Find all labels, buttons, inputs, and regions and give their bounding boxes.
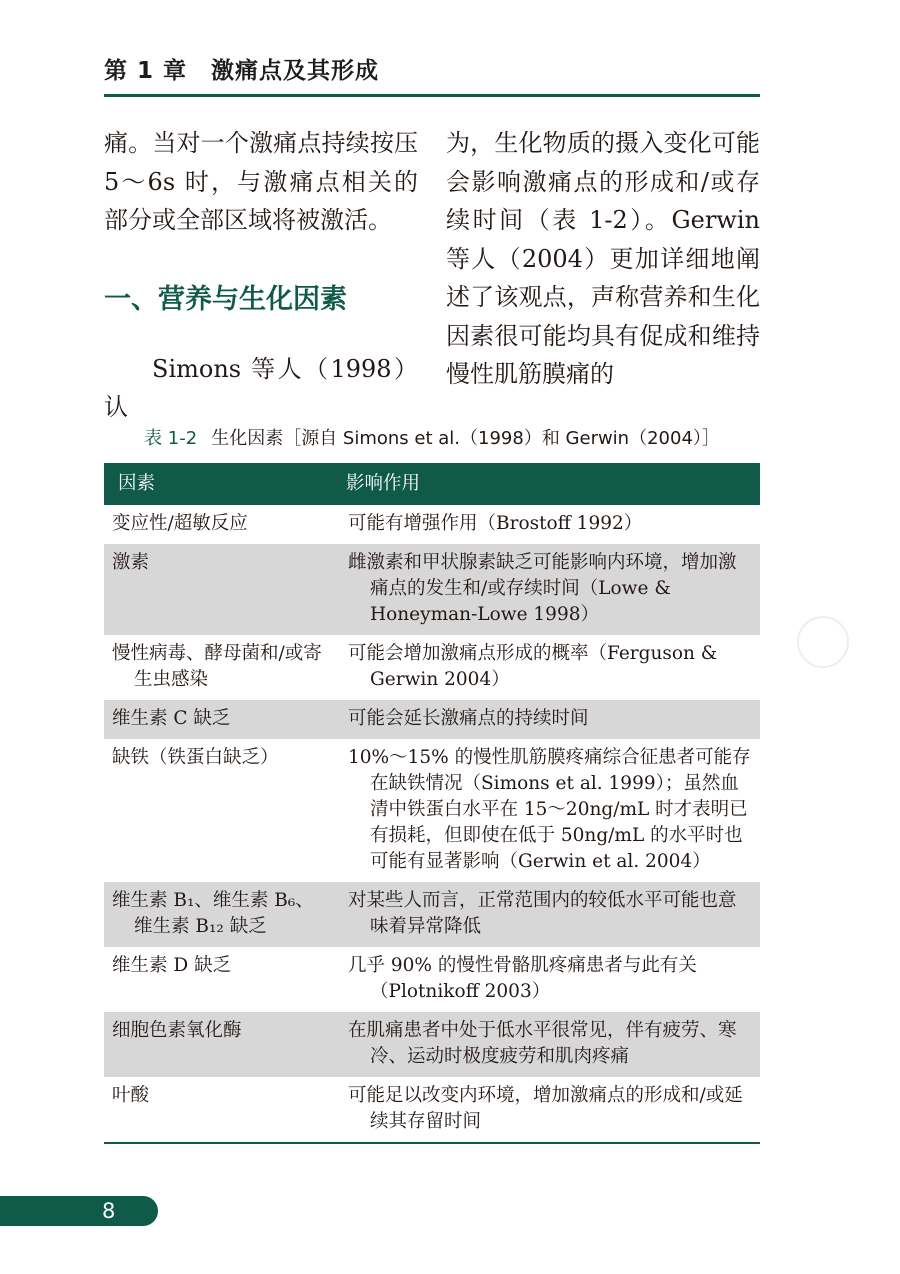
right-paragraph: 为，生化物质的摄入变化可能会影响激痛点的形成和/或存续时间（表 1-2）。Gerwin 等人（2004）更加详细地阐述了该观点，声称营养和生化因素很可能均具有促成和维持慢性肌筋膜痛的 [446,129,760,388]
effect-cell: 雌激素和甲状腺素缺乏可能影响内环境，增加激痛点的发生和/或存续时间（Lowe & Honeyman-Lowe 1998） [348,552,737,625]
effect-cell: 可能会增加激痛点形成的概率（Ferguson & Gerwin 2004） [348,643,718,690]
effect-cell: 可能会延长激痛点的持续时间 [348,708,589,729]
table-row [104,947,760,1012]
effect-cell: 可能有增强作用（Brostoff 1992） [348,513,643,534]
page-number-tab [0,1196,158,1226]
factor-cell: 维生素 B₁、维生素 B₆、维生素 B₁₂ 缺乏 [112,890,314,937]
table-row [104,700,760,739]
table-row [104,1012,760,1077]
effect-cell: 在肌痛患者中处于低水平很常见，伴有疲劳、寒冷、运动时极度疲劳和肌肉疼痛 [348,1020,737,1067]
factor-cell: 维生素 D 缺乏 [112,955,232,976]
chapter-running-head: 第 1 章 激痛点及其形成 [104,58,380,84]
effect-cell: 几乎 90% 的慢性骨骼肌疼痛患者与此有关（Plotnikoff 2003） [348,955,697,1002]
header-effect: 影响作用 [338,463,760,505]
table-row [104,882,760,947]
publisher-watermark-icon [797,616,849,668]
table-row [104,544,760,635]
table-row [104,739,760,882]
left-paragraph-1: 痛。当对一个激痛点持续按压 5～6s 时，与激痛点相关的部分或全部区域将被激活。 [104,129,418,234]
left-column [104,124,418,427]
biochemical-factors-table [104,463,760,1144]
factor-cell: 慢性病毒、酵母菌和/或寄生虫感染 [112,643,322,690]
right-column [446,124,760,394]
factor-cell: 缺铁（铁蛋白缺乏） [112,747,279,768]
left-paragraph-2: Simons 等人（1998）认 [104,354,418,421]
factor-cell: 激素 [112,552,150,573]
factor-cell: 叶酸 [112,1085,150,1106]
table-row [104,635,760,700]
header-factor: 因素 [104,463,338,505]
effect-cell: 10%～15% 的慢性肌筋膜疼痛综合征患者可能存在缺铁情况（Simons et al. 1999）；虽然血清中铁蛋白水平在 15～20ng/mL 时才表明已有损耗，但即使在低于 50ng/mL 的水平时也可能有显著影响（Gerwin et al. 2004） [348,747,751,872]
page-number: 8 [102,1199,116,1223]
table-header-row [104,463,760,505]
header-rule [104,94,760,97]
factor-cell: 维生素 C 缺乏 [112,708,231,729]
table-row [104,505,760,544]
effect-cell: 对某些人而言，正常范围内的较低水平可能也意味着异常降低 [348,890,737,937]
table-caption-number: 表 1-2 [144,428,198,449]
factor-cell: 细胞色素氧化酶 [112,1020,242,1041]
table-caption-text: 生化因素［源自 Simons et al.（1998）和 Gerwin（2004）］ [211,428,720,449]
table-row [104,1077,760,1143]
factor-cell: 变应性/超敏反应 [112,513,248,534]
table-caption [104,424,760,450]
section-heading: 一、营养与生化因素 [104,283,347,315]
effect-cell: 可能足以改变内环境，增加激痛点的形成和/或延续其存留时间 [348,1085,743,1132]
